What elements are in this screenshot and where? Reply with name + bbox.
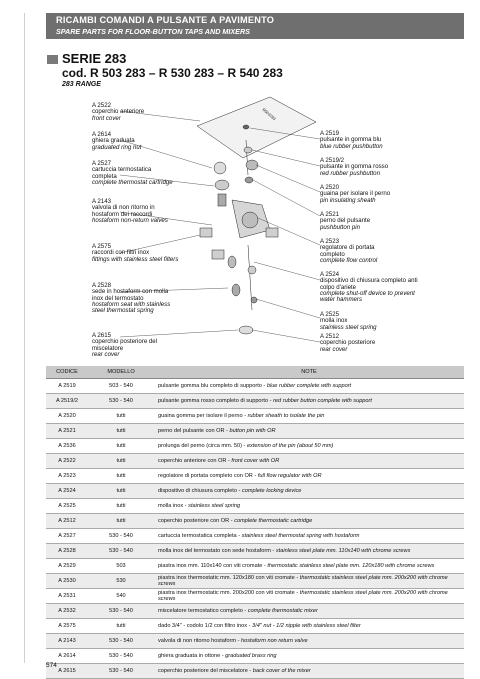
cell-note <box>154 379 464 394</box>
cell-model: 540 <box>88 589 154 604</box>
cell-model: tutti <box>88 409 154 424</box>
note-separator: - <box>247 667 253 674</box>
cell-code: A 2530 <box>46 574 88 589</box>
note-english: 3/4" nut - 1/2 nipple with stainless steel filter <box>252 622 361 629</box>
cell-code: A 2512 <box>46 514 88 529</box>
table-row <box>46 619 464 634</box>
cell-note <box>154 409 464 424</box>
cell-model: tutti <box>88 499 154 514</box>
note-italian: perno del pulsante con OR <box>158 427 225 434</box>
table-row <box>46 664 464 679</box>
note-italian: prolunga del perno (circa mm. 50) <box>158 442 242 449</box>
cell-note <box>154 499 464 514</box>
table-row <box>46 379 464 394</box>
col-header-note: NOTE <box>154 366 464 379</box>
note-separator: - <box>236 487 242 494</box>
note-italian: dado 3/4" - codolo 1/2 con filtro inox <box>158 622 248 629</box>
table-row <box>46 589 464 604</box>
note-english: rubber sheath to isolate the pin <box>247 412 325 419</box>
table-row <box>46 499 464 514</box>
note-separator: - <box>262 562 268 569</box>
note-separator: - <box>294 589 300 596</box>
note-italian: coperchio posteriore con OR <box>158 517 230 524</box>
table-row <box>46 439 464 454</box>
page-number: 574 <box>46 662 57 669</box>
table-row <box>46 529 464 544</box>
cell-model: 530 - 540 <box>88 634 154 649</box>
note-english: button pin with OR <box>229 427 276 434</box>
callout-a2143: A 2143 valvola di non ritorno in hostaform dei raccordi hostaform non-return valves <box>92 198 168 224</box>
note-english: full flow regulator with OR <box>257 472 322 479</box>
plate-label: R503283 <box>261 106 278 122</box>
series-range: 283 RANGE <box>62 81 101 88</box>
parts-table <box>46 366 464 679</box>
cell-model: 530 - 540 <box>88 394 154 409</box>
cell-model: tutti <box>88 469 154 484</box>
series-name: SERIE 283 <box>62 51 127 66</box>
note-english: thermostatic stainless steel plate mm. 200x200 with chrome screws <box>158 589 448 602</box>
cell-note <box>154 604 464 619</box>
note-english: front cover with OR <box>231 457 280 464</box>
note-italian: miscelatore termostatico completo <box>158 607 243 614</box>
cell-model: tutti <box>88 514 154 529</box>
note-italian: piastra inox thermostatic mm. 200x200 con viti cromate <box>158 589 295 596</box>
callout-a2521: A 2521 perno del pulsante pushbutton pin <box>320 211 371 231</box>
table-row <box>46 424 464 439</box>
cell-code: A 2521 <box>46 424 88 439</box>
cell-code: A 2523 <box>46 469 88 484</box>
series-codes: cod. R 503 283 – R 530 283 – R 540 283 <box>62 66 283 80</box>
callout-a2519-2: A 2519/2 pulsante in gomma rosso red rubber pushbutton <box>320 157 389 177</box>
note-english: complete locking device <box>241 487 302 494</box>
note-separator: - <box>224 427 230 434</box>
note-english: complete thermostatic cartridge <box>234 517 313 524</box>
callout-a2512: A 2512 coperchio posteriore rear cover <box>320 333 376 353</box>
note-separator: - <box>236 637 242 644</box>
col-header-code: CODICE <box>46 366 88 379</box>
cell-code: A 2522 <box>46 454 88 469</box>
note-separator: - <box>236 532 242 539</box>
note-english: back cover of the mixer <box>252 667 311 674</box>
note-separator: - <box>294 574 300 581</box>
cell-model: 530 - 540 <box>88 604 154 619</box>
note-italian: regolatore di portata completo con OR <box>158 472 253 479</box>
cell-code: A 2529 <box>46 559 88 574</box>
table-row <box>46 559 464 574</box>
callout-a2522: A 2522 coperchio anteriore front cover <box>92 102 145 122</box>
cell-model: tutti <box>88 484 154 499</box>
cell-model: tutti <box>88 454 154 469</box>
note-english: stainless steel spring <box>188 502 241 509</box>
cell-model: tutti <box>88 424 154 439</box>
note-english: stainless steel plate mm. 110x140 with chrome screws <box>275 547 411 554</box>
cell-model: 503 <box>88 559 154 574</box>
cell-code: A 2143 <box>46 634 88 649</box>
callout-a2527: A 2527 cartuccia termostatica completa complete thermostat cartridge <box>92 160 173 186</box>
note-separator: - <box>242 412 248 419</box>
cell-code: A 2575 <box>46 619 88 634</box>
cell-note <box>154 454 464 469</box>
note-english: thermostatic stainless steel plate mm. 200x200 with chrome screws <box>158 574 448 587</box>
note-separator: - <box>229 517 235 524</box>
callout-a2520: A 2520 guaina per isolare il perno pin insulating sheath <box>320 184 391 204</box>
cell-code: A 2527 <box>46 529 88 544</box>
note-separator: - <box>261 382 267 389</box>
cell-note <box>154 484 464 499</box>
note-italian: coperchio posteriore del miscelatore <box>158 667 248 674</box>
note-separator: - <box>252 472 258 479</box>
cell-model: 530 - 540 <box>88 544 154 559</box>
note-italian: cartuccia termostatica completa <box>158 532 237 539</box>
cell-code: A 2524 <box>46 484 88 499</box>
callout-a2615: A 2615 coperchio posteriore del miscelatore rear cover <box>92 332 158 358</box>
cell-model: tutti <box>88 619 154 634</box>
cell-note <box>154 589 464 604</box>
cell-note <box>154 619 464 634</box>
callout-a2519: A 2519 pulsante in gomma blu blue rubber pushbutton <box>320 130 383 150</box>
cell-note <box>154 664 464 679</box>
cell-code: A 2525 <box>46 499 88 514</box>
note-separator: - <box>226 457 232 464</box>
table-header-row <box>46 366 464 379</box>
cell-note <box>154 559 464 574</box>
note-separator: - <box>220 652 226 659</box>
note-italian: dispositivo di chiusura completo <box>158 487 237 494</box>
note-italian: pulsante gomma rosso completo di supporto <box>158 397 269 404</box>
note-italian: valvola di non ritorno hostaform <box>158 637 237 644</box>
table-row <box>46 649 464 664</box>
cell-code: A 2520 <box>46 409 88 424</box>
note-italian: molla inox del termostato con sede hostaform <box>158 547 271 554</box>
cell-note <box>154 439 464 454</box>
note-italian: molla inox <box>158 502 184 509</box>
callout-a2575: A 2575 raccordi con filtri inox fittings with stainless steel filters <box>92 243 179 263</box>
note-separator: - <box>241 442 247 449</box>
callout-a2523: A 2523 regolatore di portata completo complete flow control <box>320 238 378 264</box>
callout-a2528: A 2528 sede in hostaform con molla inox del termostato hostaform seat with stainless steel thermostat spring <box>92 282 171 315</box>
cell-model: 503 - 540 <box>88 379 154 394</box>
cell-model: 530 - 540 <box>88 664 154 679</box>
note-italian: guaina gomma per isolare il perno <box>158 412 243 419</box>
callout-a2614: A 2614 ghiera graduata graduated ring nut <box>92 131 142 151</box>
table-row <box>46 544 464 559</box>
note-english: thermostatic stainless steel plate mm. 120x180 with chrome screws <box>267 562 435 569</box>
note-separator: - <box>247 622 253 629</box>
note-english: stainless steel thermostat spring with hostaform <box>241 532 360 539</box>
note-english: hostaform non return valve <box>241 637 308 644</box>
cell-note <box>154 514 464 529</box>
cell-model: 530 - 540 <box>88 529 154 544</box>
note-english: extension of the pin (about 50 mm) <box>246 442 334 449</box>
header-title: RICAMBI COMANDI A PULSANTE A PAVIMENTO <box>56 15 275 25</box>
table-row <box>46 574 464 589</box>
cell-note <box>154 649 464 664</box>
cell-note <box>154 394 464 409</box>
cell-note <box>154 529 464 544</box>
note-separator: - <box>242 607 248 614</box>
callout-a2525: A 2525 molla inox stainless steel spring <box>320 311 377 331</box>
table-row <box>46 514 464 529</box>
pushbutton-top <box>243 125 249 129</box>
note-separator: - <box>183 502 189 509</box>
table-row <box>46 409 464 424</box>
cell-note <box>154 544 464 559</box>
note-italian: coperchio anteriore con OR <box>158 457 227 464</box>
note-english: red rubber button complete with support <box>273 397 372 404</box>
note-english: blue rubber complete with support <box>266 382 352 389</box>
cell-model: tutti <box>88 439 154 454</box>
cell-code: A 2528 <box>46 544 88 559</box>
cell-note <box>154 424 464 439</box>
note-separator: - <box>268 397 274 404</box>
cell-note <box>154 634 464 649</box>
cell-code: A 2531 <box>46 589 88 604</box>
steel-plate <box>197 97 316 158</box>
table-row <box>46 484 464 499</box>
table-row <box>46 454 464 469</box>
note-english: graduated brass ring <box>225 652 277 659</box>
note-italian: pulsante gomma blu completo di supporto <box>158 382 262 389</box>
table-row <box>46 469 464 484</box>
cell-code: A 2536 <box>46 439 88 454</box>
cell-note <box>154 469 464 484</box>
cell-code: A 2519/2 <box>46 394 88 409</box>
cell-model: 530 - 540 <box>88 649 154 664</box>
note-separator: - <box>270 547 276 554</box>
note-italian: ghiera graduata in ottone <box>158 652 221 659</box>
note-italian: piastra inox thermostatic mm. 120x180 con viti cromate <box>158 574 295 581</box>
note-english: complete thermostatic mixer <box>247 607 318 614</box>
cell-model: 530 <box>88 574 154 589</box>
header-subtitle: SPARE PARTS FOR FLOOR-BUTTON TAPS AND MIXERS <box>56 27 250 36</box>
table-row <box>46 604 464 619</box>
cell-code: A 2615 <box>46 664 88 679</box>
cell-note <box>154 574 464 589</box>
table-row <box>46 394 464 409</box>
callout-a2524: A 2524 dispositivo di chiusura completo anti colpo d'ariete complete shut-off device to prevent water hammers <box>320 271 418 304</box>
col-header-model: MODELLO <box>88 366 154 379</box>
cell-code: A 2519 <box>46 379 88 394</box>
note-italian: piastra inox mm. 110x140 con viti cromate <box>158 562 263 569</box>
cell-code: A 2532 <box>46 604 88 619</box>
cell-code: A 2614 <box>46 649 88 664</box>
table-row <box>46 634 464 649</box>
